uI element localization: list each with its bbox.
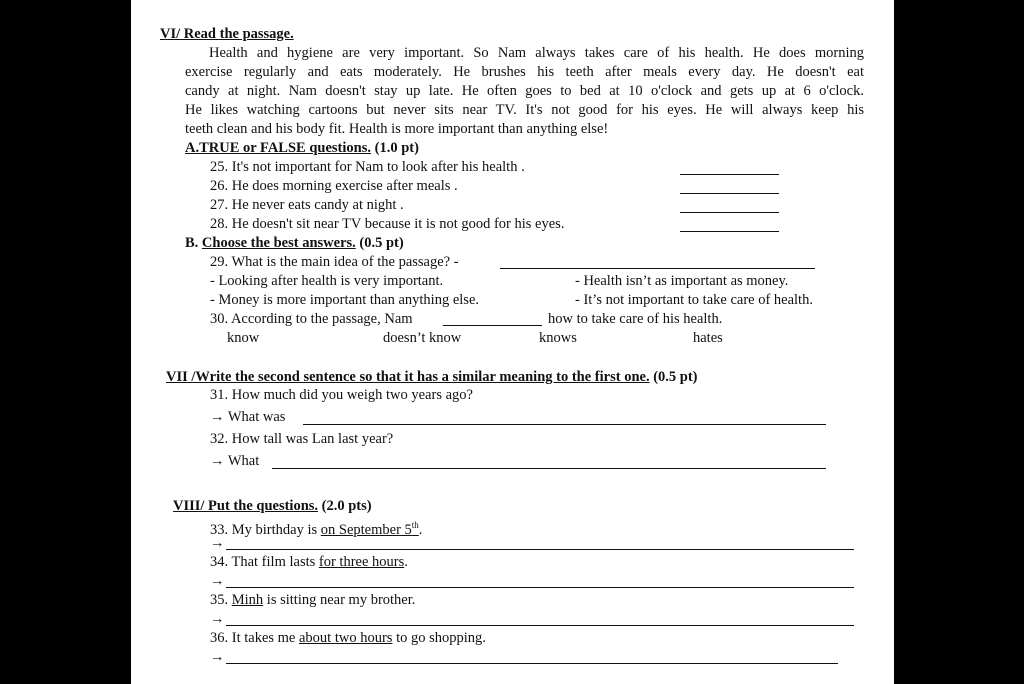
q30-option-hates: hates bbox=[693, 330, 723, 346]
section-7-title: VII /Write the second sentence so that it has a similar meaning to the first one. bbox=[166, 369, 650, 385]
answer-line-32[interactable] bbox=[272, 468, 826, 469]
question-26: 26. He does morning exercise after meals . bbox=[210, 178, 458, 194]
q36-post: to go shopping. bbox=[392, 630, 486, 646]
q30-option-doesnt-know: doesn’t know bbox=[383, 330, 462, 346]
passage-line-2: exercise regularly and eats moderately. He brushes his teeth after meals every day. He doesn't eat bbox=[185, 64, 864, 80]
answer-line-35[interactable] bbox=[226, 625, 854, 626]
part-a-title: A.TRUE or FALSE questions. bbox=[185, 140, 371, 156]
section-7-heading bbox=[166, 368, 698, 386]
q30-option-knows: knows bbox=[539, 330, 577, 346]
answer-blank-26[interactable] bbox=[680, 193, 779, 194]
answer-line-33[interactable] bbox=[226, 549, 854, 550]
q35-underlined: Minh bbox=[231, 592, 264, 608]
passage-line-5: teeth clean and his body fit. Health is more important than anything else! bbox=[185, 121, 609, 137]
arrow-35: → bbox=[210, 611, 225, 627]
part-b-title: Choose the best answers. bbox=[201, 235, 356, 251]
q29-option-4: - It’s not important to take care of health. bbox=[575, 292, 813, 308]
question-30: 30. According to the passage, Nam bbox=[210, 311, 413, 327]
question-31: 31. How much did you weigh two years ago? bbox=[210, 387, 473, 403]
q36-underlined: about two hours bbox=[299, 630, 393, 646]
passage-line-3: candy at night. Nam doesn't stay up late. He often goes to bed at 10 o'clock and gets up at 6 o'clock. bbox=[185, 83, 864, 99]
section-8-title: VIII/ Put the questions. bbox=[173, 498, 319, 514]
arrow-33: → bbox=[210, 535, 225, 551]
q35-pre: 35. bbox=[210, 592, 232, 608]
section-7-points: (0.5 pt) bbox=[649, 369, 698, 385]
worksheet-page bbox=[131, 0, 894, 684]
answer-blank-27[interactable] bbox=[680, 212, 779, 213]
question-36 bbox=[210, 629, 486, 647]
q33-underlined bbox=[321, 522, 419, 538]
question-25: 25. It's not important for Nam to look after his health . bbox=[210, 159, 525, 175]
q33-date: on September 5 bbox=[320, 521, 412, 538]
answer-blank-30[interactable] bbox=[443, 325, 542, 326]
question-30-end: how to take care of his health. bbox=[548, 311, 723, 327]
q36-pre: 36. It takes me bbox=[210, 630, 299, 646]
question-32-prompt: → What bbox=[210, 453, 260, 469]
q30-option-know: know bbox=[227, 330, 260, 346]
question-31-prompt: → What was bbox=[210, 409, 286, 425]
question-28: 28. He doesn't sit near TV because it is not good for his eyes. bbox=[210, 216, 565, 232]
question-35 bbox=[210, 591, 415, 609]
q35-post: is sitting near my brother. bbox=[263, 592, 416, 608]
passage-line-1: Health and hygiene are very important. So Nam always takes care of his health. He does morning bbox=[209, 45, 864, 61]
answer-line-31[interactable] bbox=[303, 424, 826, 425]
part-b-heading bbox=[185, 234, 404, 252]
q33-superscript: th bbox=[411, 520, 419, 530]
q29-option-2: - Health isn’t as important as money. bbox=[575, 273, 789, 289]
passage-line-4: He likes watching cartoons but never sits near TV. It's not good for his eyes. He will always keep his bbox=[185, 102, 864, 118]
q29-option-1: - Looking after health is very important. bbox=[210, 273, 444, 289]
q34-post: . bbox=[404, 554, 408, 570]
q33-pre: 33. My birthday is bbox=[210, 521, 321, 538]
answer-blank-25[interactable] bbox=[680, 174, 779, 175]
question-32: 32. How tall was Lan last year? bbox=[210, 431, 394, 447]
part-a-points: (1.0 pt) bbox=[371, 140, 419, 156]
answer-blank-28[interactable] bbox=[680, 231, 779, 232]
answer-blank-29[interactable] bbox=[500, 268, 815, 269]
section-6-heading: VI/ Read the passage. bbox=[160, 26, 294, 42]
q29-option-3: - Money is more important than anything else. bbox=[210, 292, 480, 308]
answer-line-34[interactable] bbox=[226, 587, 854, 588]
arrow-36: → bbox=[210, 649, 225, 665]
q34-pre: 34. That film lasts bbox=[210, 554, 319, 570]
arrow-34: → bbox=[210, 573, 225, 589]
section-8-heading bbox=[173, 497, 372, 515]
section-8-points: (2.0 pts) bbox=[318, 498, 372, 514]
question-33 bbox=[210, 516, 422, 539]
part-b-points: (0.5 pt) bbox=[355, 235, 404, 251]
question-34 bbox=[210, 553, 408, 571]
part-a-heading bbox=[185, 139, 419, 157]
q34-underlined: for three hours bbox=[318, 554, 405, 570]
question-29: 29. What is the main idea of the passage? - bbox=[210, 254, 459, 270]
q33-post: . bbox=[418, 521, 423, 538]
answer-line-36[interactable] bbox=[226, 663, 838, 664]
question-27: 27. He never eats candy at night . bbox=[210, 197, 404, 213]
part-b-prefix: B. bbox=[185, 235, 202, 251]
